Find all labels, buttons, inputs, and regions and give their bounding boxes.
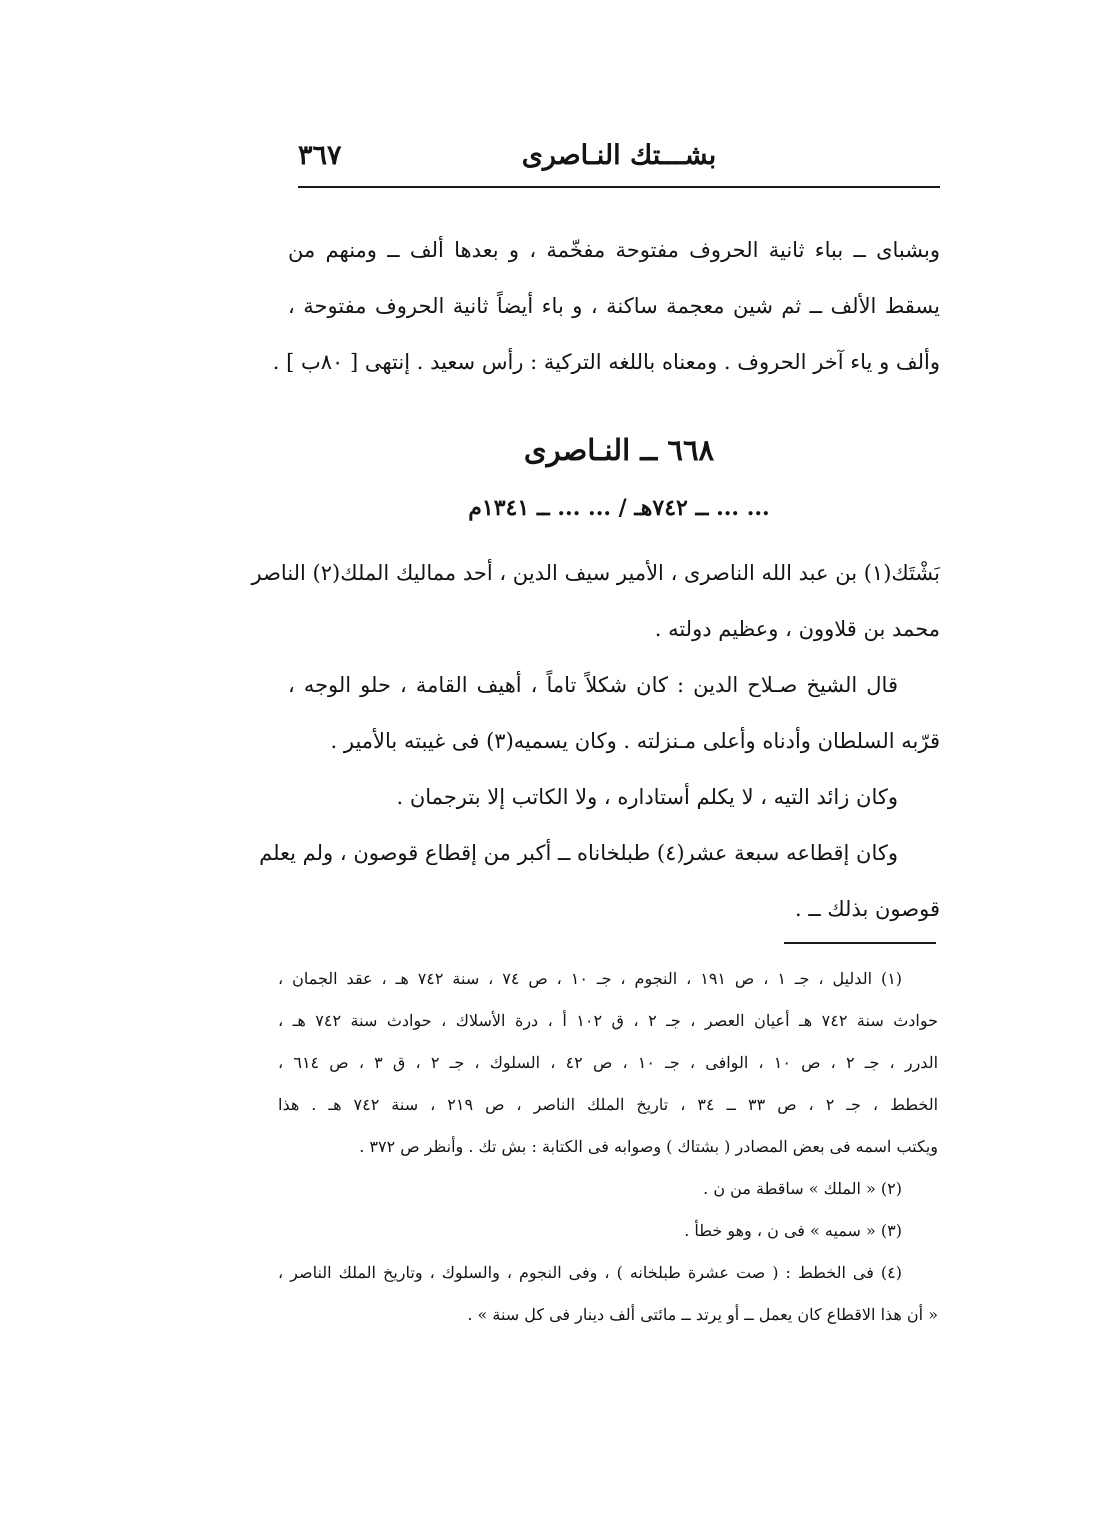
page-header bbox=[298, 136, 940, 186]
text-line: وكان إقطاعه سبعة عشر(٤) طبلخاناه ــ أكبر من إقطاع قوصون ، ولم يعلم bbox=[259, 841, 898, 865]
text-line: وألف و ياء آخر الحروف . ومعناه باللغه التركية : رأس سعيد . إنتهى [ ٨٠ب ] . bbox=[272, 350, 940, 374]
text-line: وكان زائد التيه ، لا يكلم أستاداره ، ولا الكاتب إلا بترجمان . bbox=[396, 785, 898, 809]
text-line: بَشْتَك(١) بن عبد الله الناصرى ، الأمير سيف الدين ، أحد مماليك الملك(٢) الناصر bbox=[251, 561, 940, 585]
header-rule bbox=[298, 186, 940, 188]
footnote-line: (٤) فى الخطط : ( صت عشرة طبلخانه ) ، وفى النجوم ، والسلوك ، وتاريخ الملك الناصر ، bbox=[278, 1263, 902, 1282]
entry-heading: ٦٦٨ ــ النـاصرى bbox=[523, 433, 715, 467]
footnote-line: (٣) « سميه » فى ن ، وهو خطأ . bbox=[684, 1221, 902, 1240]
footnote-line: حوادث سنة ٧٤٢ هـ أعيان العصر ، جـ ٢ ، ق ١٠٢ أ ، درة الأسلاك ، حوادث سنة ٧٤٢ هـ ، bbox=[278, 1011, 938, 1030]
footnote-line: الخطط ، جـ ٢ ، ص ٣٣ ــ ٣٤ ، تاريخ الملك الناصر ، ص ٢١٩ ، سنة ٧٤٢ هـ . هذا bbox=[278, 1095, 939, 1114]
footnote-rule bbox=[784, 942, 936, 944]
text-line: قوصون بذلك ــ . bbox=[795, 897, 940, 921]
footnote-line: ويكتب اسمه فى بعض المصادر ( بشتاك ) وصوابه فى الكتابة : بش تك . وأنظر ص ٣٧٢ . bbox=[359, 1137, 938, 1156]
continuation-text bbox=[272, 222, 940, 390]
entry-text bbox=[251, 545, 940, 937]
footnote-line: « أن هذا الاقطاع كان يعمل ــ أو يرتد ــ مائتى ألف دينار فى كل سنة » . bbox=[467, 1305, 938, 1324]
text-line: وبشباى ــ بباء ثانية الحروف مفتوحة مفخّمة ، و بعدها ألف ــ ومنهم من bbox=[288, 238, 940, 262]
entry-dates: ... ... ــ ٧٤٢هـ / ... ... ــ ١٣٤١م bbox=[468, 495, 770, 521]
footnote-line: الدرر ، جـ ٢ ، ص ١٠ ، الوافى ، جـ ١٠ ، ص ٤٢ ، السلوك ، جـ ٢ ، ق ٣ ، ص ٦١٤ ، bbox=[278, 1053, 939, 1072]
footnote-line: (٢) « الملك » ساقطة من ن . bbox=[703, 1179, 902, 1198]
text-line: قرّبه السلطان وأدناه وأعلى مـنزلته . وكان يسميه(٣) فى غيبته بالأمير . bbox=[330, 729, 940, 753]
text-line: قال الشيخ صـلاح الدين : كان شكلاً تاماً ، أهيف القامة ، حلو الوجه ، bbox=[288, 673, 898, 697]
text-line: يسقط الألف ــ ثم شين معجمة ساكنة ، و باء أيضاً ثانية الحروف مفتوحة ، bbox=[288, 294, 940, 318]
text-line: محمد بن قلاوون ، وعظيم دولته . bbox=[654, 617, 940, 641]
running-title: بشـــتك النـاصرى bbox=[521, 140, 717, 171]
footnotes bbox=[278, 958, 938, 1336]
footnote-line: (١) الدليل ، جـ ١ ، ص ١٩١ ، النجوم ، جـ ١٠ ، ص ٧٤ ، سنة ٧٤٢ هـ ، عقد الجمان ، bbox=[278, 969, 903, 988]
page-number: ٣٦٧ bbox=[298, 140, 342, 171]
